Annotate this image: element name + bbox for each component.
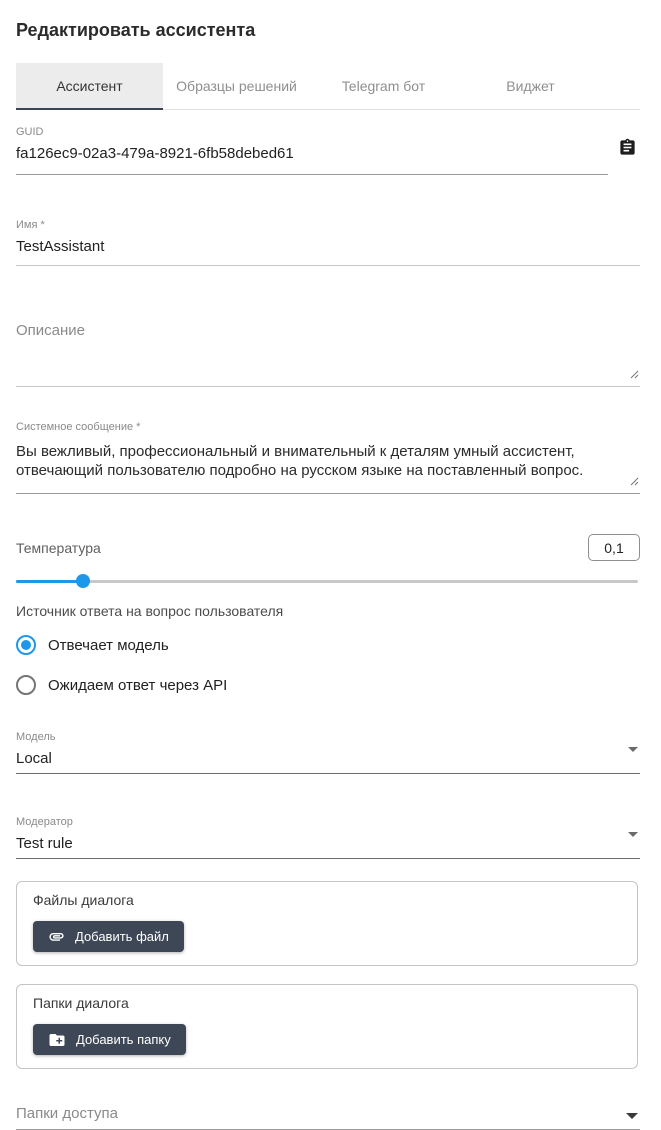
name-label: Имя * [16,219,45,231]
resize-grip-icon[interactable] [630,473,639,491]
tab-assistant[interactable] [16,63,163,109]
tab-assistant-label: Ассистент [56,78,123,94]
name-input[interactable]: TestAssistant [16,238,105,255]
radio-checked-icon[interactable] [16,635,36,655]
answer-source-label: Источник ответа на вопрос пользователя [16,603,284,619]
slider-thumb[interactable] [76,574,90,588]
add-file-button[interactable] [33,921,184,952]
tab-widget-label: Виджет [506,78,555,94]
edit-assistant-form [0,20,661,1122]
name-field [16,219,640,266]
chevron-down-icon[interactable] [628,832,638,837]
guid-label: GUID [16,126,44,138]
tab-telegram-bot[interactable] [310,63,457,109]
model-label: Модель [16,731,56,743]
dialog-files-label: Файлы диалога [33,892,134,908]
temperature-input[interactable]: 0,1 [588,534,640,561]
radio-option-api-answer[interactable] [16,675,661,695]
tab-widget[interactable] [457,63,604,109]
access-folders-label: Папки доступа [16,1105,118,1122]
paperclip-icon [48,928,65,945]
system-message-label: Системное сообщение * [16,421,141,433]
model-value: Local [16,750,52,767]
radio-option-model-answers[interactable] [16,635,661,655]
description-textarea[interactable] [16,340,640,387]
slider-fill [16,580,83,583]
tab-solution-samples-label: Образцы решений [176,78,297,94]
copy-guid-button[interactable] [616,138,638,162]
dropdown-arrow-icon[interactable] [626,1113,638,1119]
system-message-textarea[interactable]: Вы вежливый, профессиональный и внимательный к деталям умный ассистент, отвечающий пользователю подробно на русском языке на поставленный вопрос. [16,443,584,479]
moderator-value: Test rule [16,835,73,852]
tab-telegram-bot-label: Telegram бот [341,78,426,94]
tab-bar [16,63,640,110]
guid-field [16,126,640,175]
tab-solution-samples[interactable] [163,63,310,109]
temperature-slider[interactable] [16,574,638,588]
temperature-row [16,534,640,561]
model-select[interactable] [16,731,640,774]
radio-unchecked-icon[interactable] [16,675,36,695]
add-folder-button[interactable] [33,1024,186,1055]
add-folder-button-label: Добавить папку [76,1032,171,1047]
moderator-label: Модератор [16,816,73,828]
chevron-down-icon[interactable] [628,747,638,752]
slider-track [16,580,638,583]
dialog-files-group [16,881,638,966]
temperature-label: Температура [16,539,101,556]
dialog-folders-label: Папки диалога [33,995,129,1011]
folder-plus-icon [48,1031,66,1049]
resize-grip-icon[interactable] [630,366,639,384]
radio-option-model-answers-label: Отвечает модель [48,636,169,654]
radio-option-api-answer-label: Ожидаем ответ через API [48,676,228,694]
access-folders-select[interactable] [16,1105,640,1130]
moderator-select[interactable] [16,816,640,859]
clipboard-copy-icon [618,137,637,163]
description-field [16,322,640,387]
system-message-field [16,421,640,494]
guid-input[interactable]: fa126ec9-02a3-479a-8921-6fb58debed61 [16,145,294,162]
description-label: Описание [16,322,86,339]
add-file-button-label: Добавить файл [75,929,169,944]
dialog-folders-group [16,984,638,1069]
page-title: Редактировать ассистента [16,20,256,40]
